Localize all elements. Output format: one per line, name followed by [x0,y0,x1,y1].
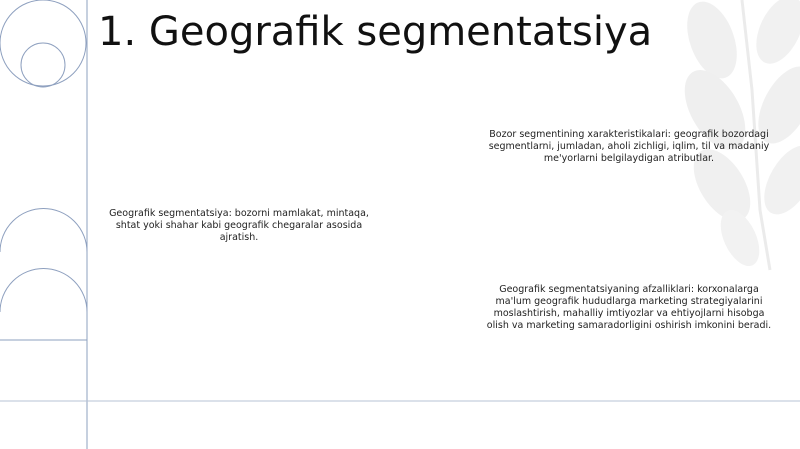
outline-arch-upper [0,208,87,340]
slide-title: 1. Geografik segmentatsiya [98,9,653,55]
characteristics-text: Bozor segmentining xarakteristikalari: geografik bozordagi segmentlarni, jumladan, aholi zichligi, iqlim, til va madaniy me'yorlarni belgilaydigan atributlar. [488,129,770,164]
advantages-text: Geografik segmentatsiyaning afzalliklari: korxonalarga ma'lum geografik hududlarga marketing strategiyalarini moslashtirish, mahalliy imtiyozlar va ehtiyojlarni hisobga olish va marketing samaradorligini oshirish imkonini beradi. [486,284,772,331]
outline-circle-small [21,43,65,87]
definition-text: Geografik segmentatsiya: bozorni mamlakat, mintaqa, shtat yoki shahar kabi geografik chegaralar asosida ajratish. [109,208,369,243]
outline-arch-lower [0,269,87,313]
